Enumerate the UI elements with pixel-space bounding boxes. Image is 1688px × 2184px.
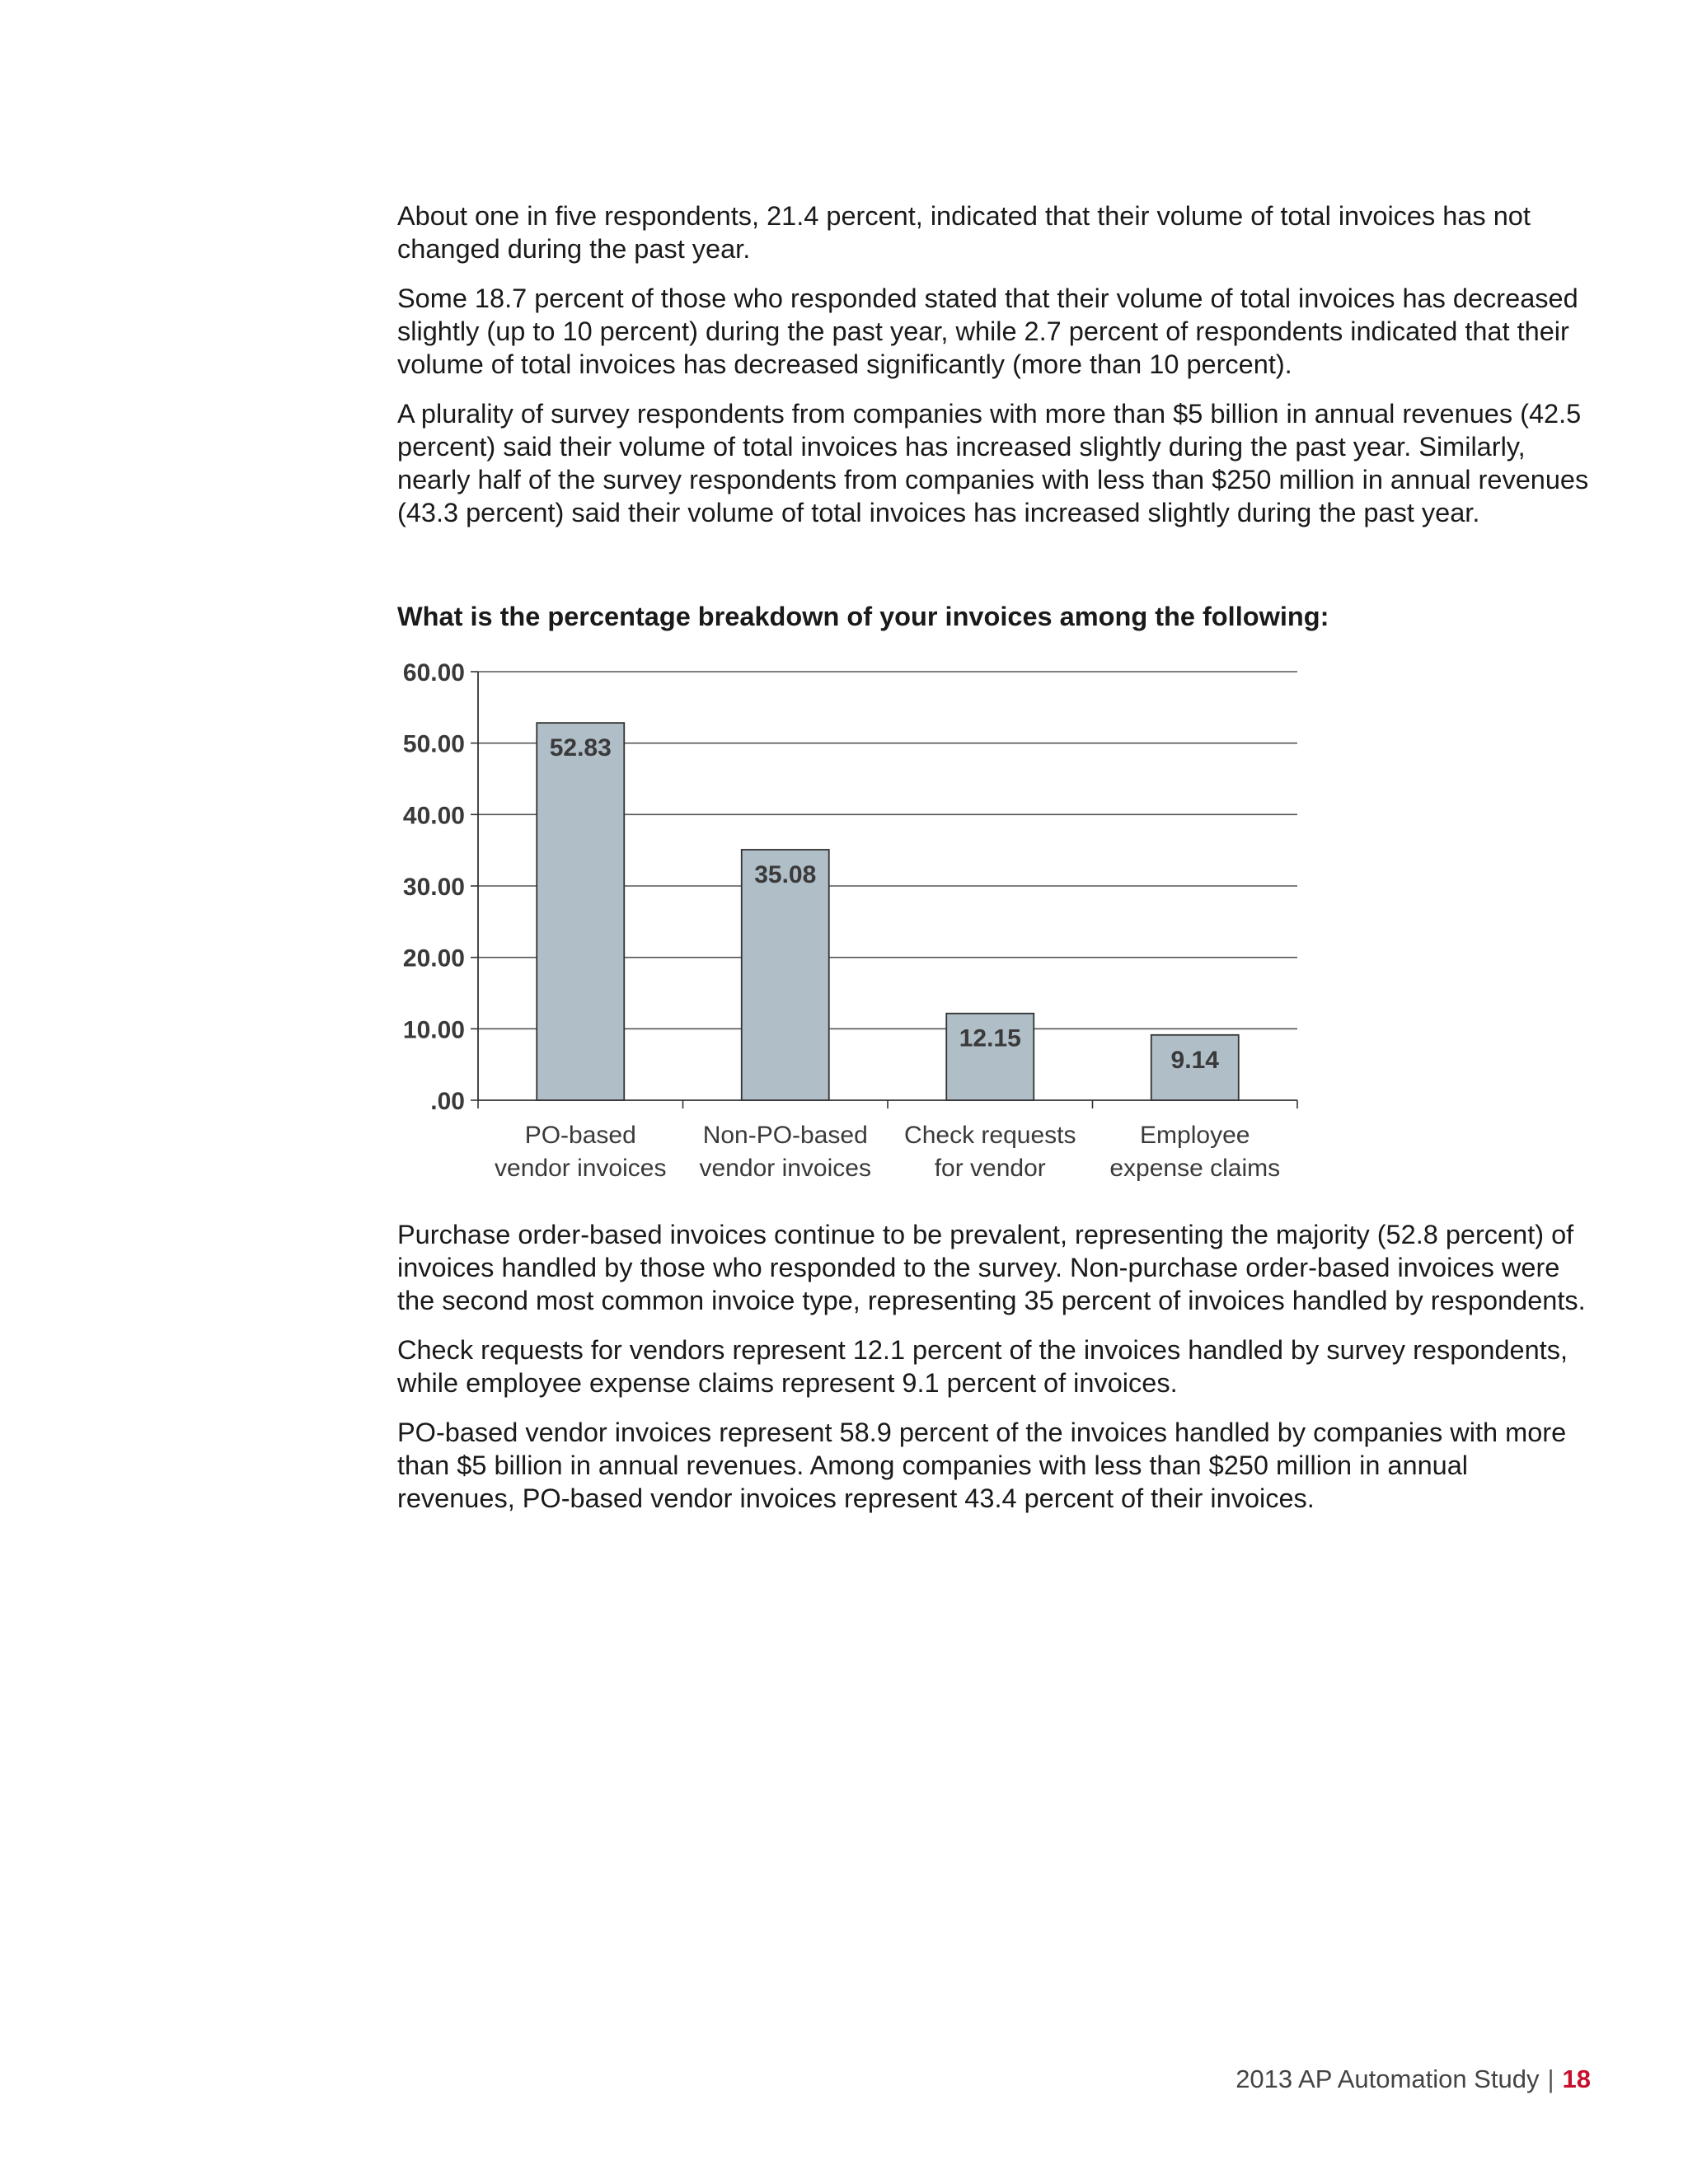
x-category-label: Check requests (904, 1122, 1076, 1149)
bar-value-label: 52.83 (549, 734, 612, 762)
paragraph: Purchase order-based invoices continue to be prevalent, representing the majority (52.8 percent) of invoices handled by those who responded to the survey. Non-purchase order-based invoices were the second most common invoice type, representing 35 percent of invoices handled by respondents. (397, 1220, 1586, 1315)
page-number: 18 (1562, 2064, 1591, 2093)
chart-bars (537, 723, 1239, 1100)
y-tick-label: 10.00 (402, 1016, 465, 1044)
analysis-text-block (397, 1218, 1592, 1531)
y-tick-label: .00 (430, 1088, 465, 1115)
x-category-label: PO-based (524, 1122, 636, 1149)
x-category-label: expense claims (1109, 1155, 1281, 1182)
bar-value-label: 9.14 (1170, 1046, 1219, 1074)
y-tick-label: 40.00 (402, 802, 465, 830)
footer-separator: | (1547, 2064, 1554, 2093)
chart-title: What is the percentage breakdown of your invoices among the following: (397, 602, 1329, 631)
paragraph: Check requests for vendors represent 12.1 percent of the invoices handled by survey respondents, while employee expense claims represent 9.1 percent of invoices. (397, 1335, 1568, 1398)
x-category-label: vendor invoices (699, 1155, 871, 1182)
chart-labels (403, 659, 1280, 1182)
x-category-label: Employee (1140, 1122, 1250, 1149)
y-tick-label: 60.00 (402, 659, 465, 687)
page-footer (1236, 2064, 1591, 2094)
y-tick-label: 30.00 (402, 874, 465, 901)
paragraph: PO-based vendor invoices represent 58.9 percent of the invoices handled by companies with more than $5 billion in annual revenues. Among companies with less than $250 million in annual revenues, PO-based vendor invoices represent 43.4 percent of their invoices. (397, 1418, 1567, 1513)
paragraph: A plurality of survey respondents from companies with more than $5 billion in annual revenues (42.5 percent) said their volume of total invoices has increased slightly during the past year. Similarly, nearly half of the survey respondents from companies with less than $250 million in annual revenues (43.3 percent) said their volume of total invoices has increased slightly during the past year. (397, 399, 1589, 527)
bar (537, 723, 624, 1100)
paragraph: Some 18.7 percent of those who responded stated that their volume of total invoices has decreased slightly (up to 10 percent) during the past year, while 2.7 percent of respondents indicated that their volume of total invoices has decreased significantly (more than 10 percent). (397, 284, 1578, 379)
x-category-label: for vendor (934, 1155, 1046, 1182)
x-category-label: vendor invoices (495, 1155, 667, 1182)
footer-title: 2013 AP Automation Study (1236, 2064, 1540, 2093)
y-tick-label: 50.00 (402, 730, 465, 758)
bar-chart (387, 647, 1335, 1191)
paragraph: About one in five respondents, 21.4 percent, indicated that their volume of total invoices has not changed during the past year. (397, 201, 1531, 264)
bar-value-label: 35.08 (754, 860, 817, 888)
x-category-label: Non-PO-based (702, 1122, 868, 1149)
intro-text-block (397, 199, 1592, 546)
y-tick-label: 20.00 (402, 944, 465, 972)
bar-value-label: 12.15 (959, 1024, 1021, 1052)
